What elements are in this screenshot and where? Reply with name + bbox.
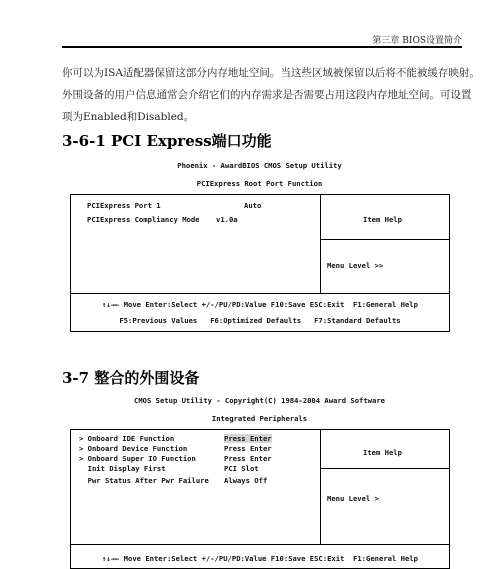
section-title-pci-express: 3-6-1 PCI Express端口功能 xyxy=(62,132,272,150)
bios-setting-label[interactable]: PCIExpress Port 1 xyxy=(87,201,161,210)
bios-setting-value[interactable]: PCI Slot xyxy=(224,464,259,473)
bios-settings-panel xyxy=(71,430,321,544)
bios-footer-keys: ↑↓→← Move Enter:Select +/-/PU/PD:Value F10:Save ESC:Exit F1:General Help xyxy=(102,300,418,309)
item-help-title: Item Help xyxy=(363,215,402,224)
bios-setting-value[interactable]: Auto xyxy=(244,201,262,210)
help-separator xyxy=(320,468,449,469)
section-title-integrated-peripherals: 3-7 整合的外围设备 xyxy=(62,369,200,387)
help-separator xyxy=(320,239,449,240)
intro-line-1: 你可以为ISA适配器保留这部分内存地址空间。当这些区域被保留以后将不能被缓存映射。 xyxy=(62,67,480,79)
bios-setting-value[interactable]: Always Off xyxy=(224,476,268,485)
bios-caption-subtitle: PCIExpress Root Port Function xyxy=(196,179,323,188)
intro-line-3: 项为Enabled和Disabled。 xyxy=(62,111,195,123)
menu-level-label: Menu Level >> xyxy=(327,261,384,270)
menu-level-label: Menu Level > xyxy=(327,494,379,503)
bios-setting-label[interactable]: > Onboard Super IO Function xyxy=(79,454,196,463)
bios-setting-label[interactable]: > Onboard IDE Function xyxy=(79,434,175,443)
bios-setting-label[interactable]: Init Display First xyxy=(79,464,166,473)
bios-settings-panel xyxy=(71,195,321,293)
bios-caption-title: Phoenix - AwardBIOS CMOS Setup Utility xyxy=(177,161,342,170)
bios-screen-pci-express xyxy=(70,194,450,332)
header-rule xyxy=(62,46,462,48)
bios-caption-subtitle: Integrated Peripherals xyxy=(211,414,308,423)
bios-setting-value[interactable]: Press Enter xyxy=(224,444,272,453)
bios-caption-title: CMOS Setup Utility - Copyright(C) 1984-2004 Award Software xyxy=(134,396,385,405)
bios-setting-value[interactable]: Press Enter xyxy=(224,434,272,443)
bios-main-panel xyxy=(71,195,449,294)
bios-setting-label[interactable]: Pwr Status After Pwr Failure xyxy=(79,476,209,485)
bios-setting-value[interactable]: Press Enter xyxy=(224,454,272,463)
item-help-title: Item Help xyxy=(363,448,402,457)
intro-line-2: 外围设备的用户信息通常会介绍它们的内存需求是否需要占用这段内存地址空间。可设置 xyxy=(62,89,472,101)
bios-footer-defaults: F5:Previous Values F6:Optimized Defaults F7:Standard Defaults xyxy=(119,316,401,325)
bios-footer-keys: ↑↓→← Move Enter:Select +/-/PU/PD:Value F10:Save ESC:Exit F1:General Help xyxy=(102,554,418,563)
bios-setting-label[interactable]: PCIExpress Compliancy Mode xyxy=(87,215,200,224)
bios-screen-integrated-peripherals xyxy=(70,429,450,569)
bios-main-panel xyxy=(71,430,449,545)
chapter-header: 第三章 BIOS设置简介 xyxy=(372,36,462,46)
bios-setting-label[interactable]: > Onboard Device Function xyxy=(79,444,188,453)
bios-setting-value[interactable]: v1.0a xyxy=(216,215,238,224)
